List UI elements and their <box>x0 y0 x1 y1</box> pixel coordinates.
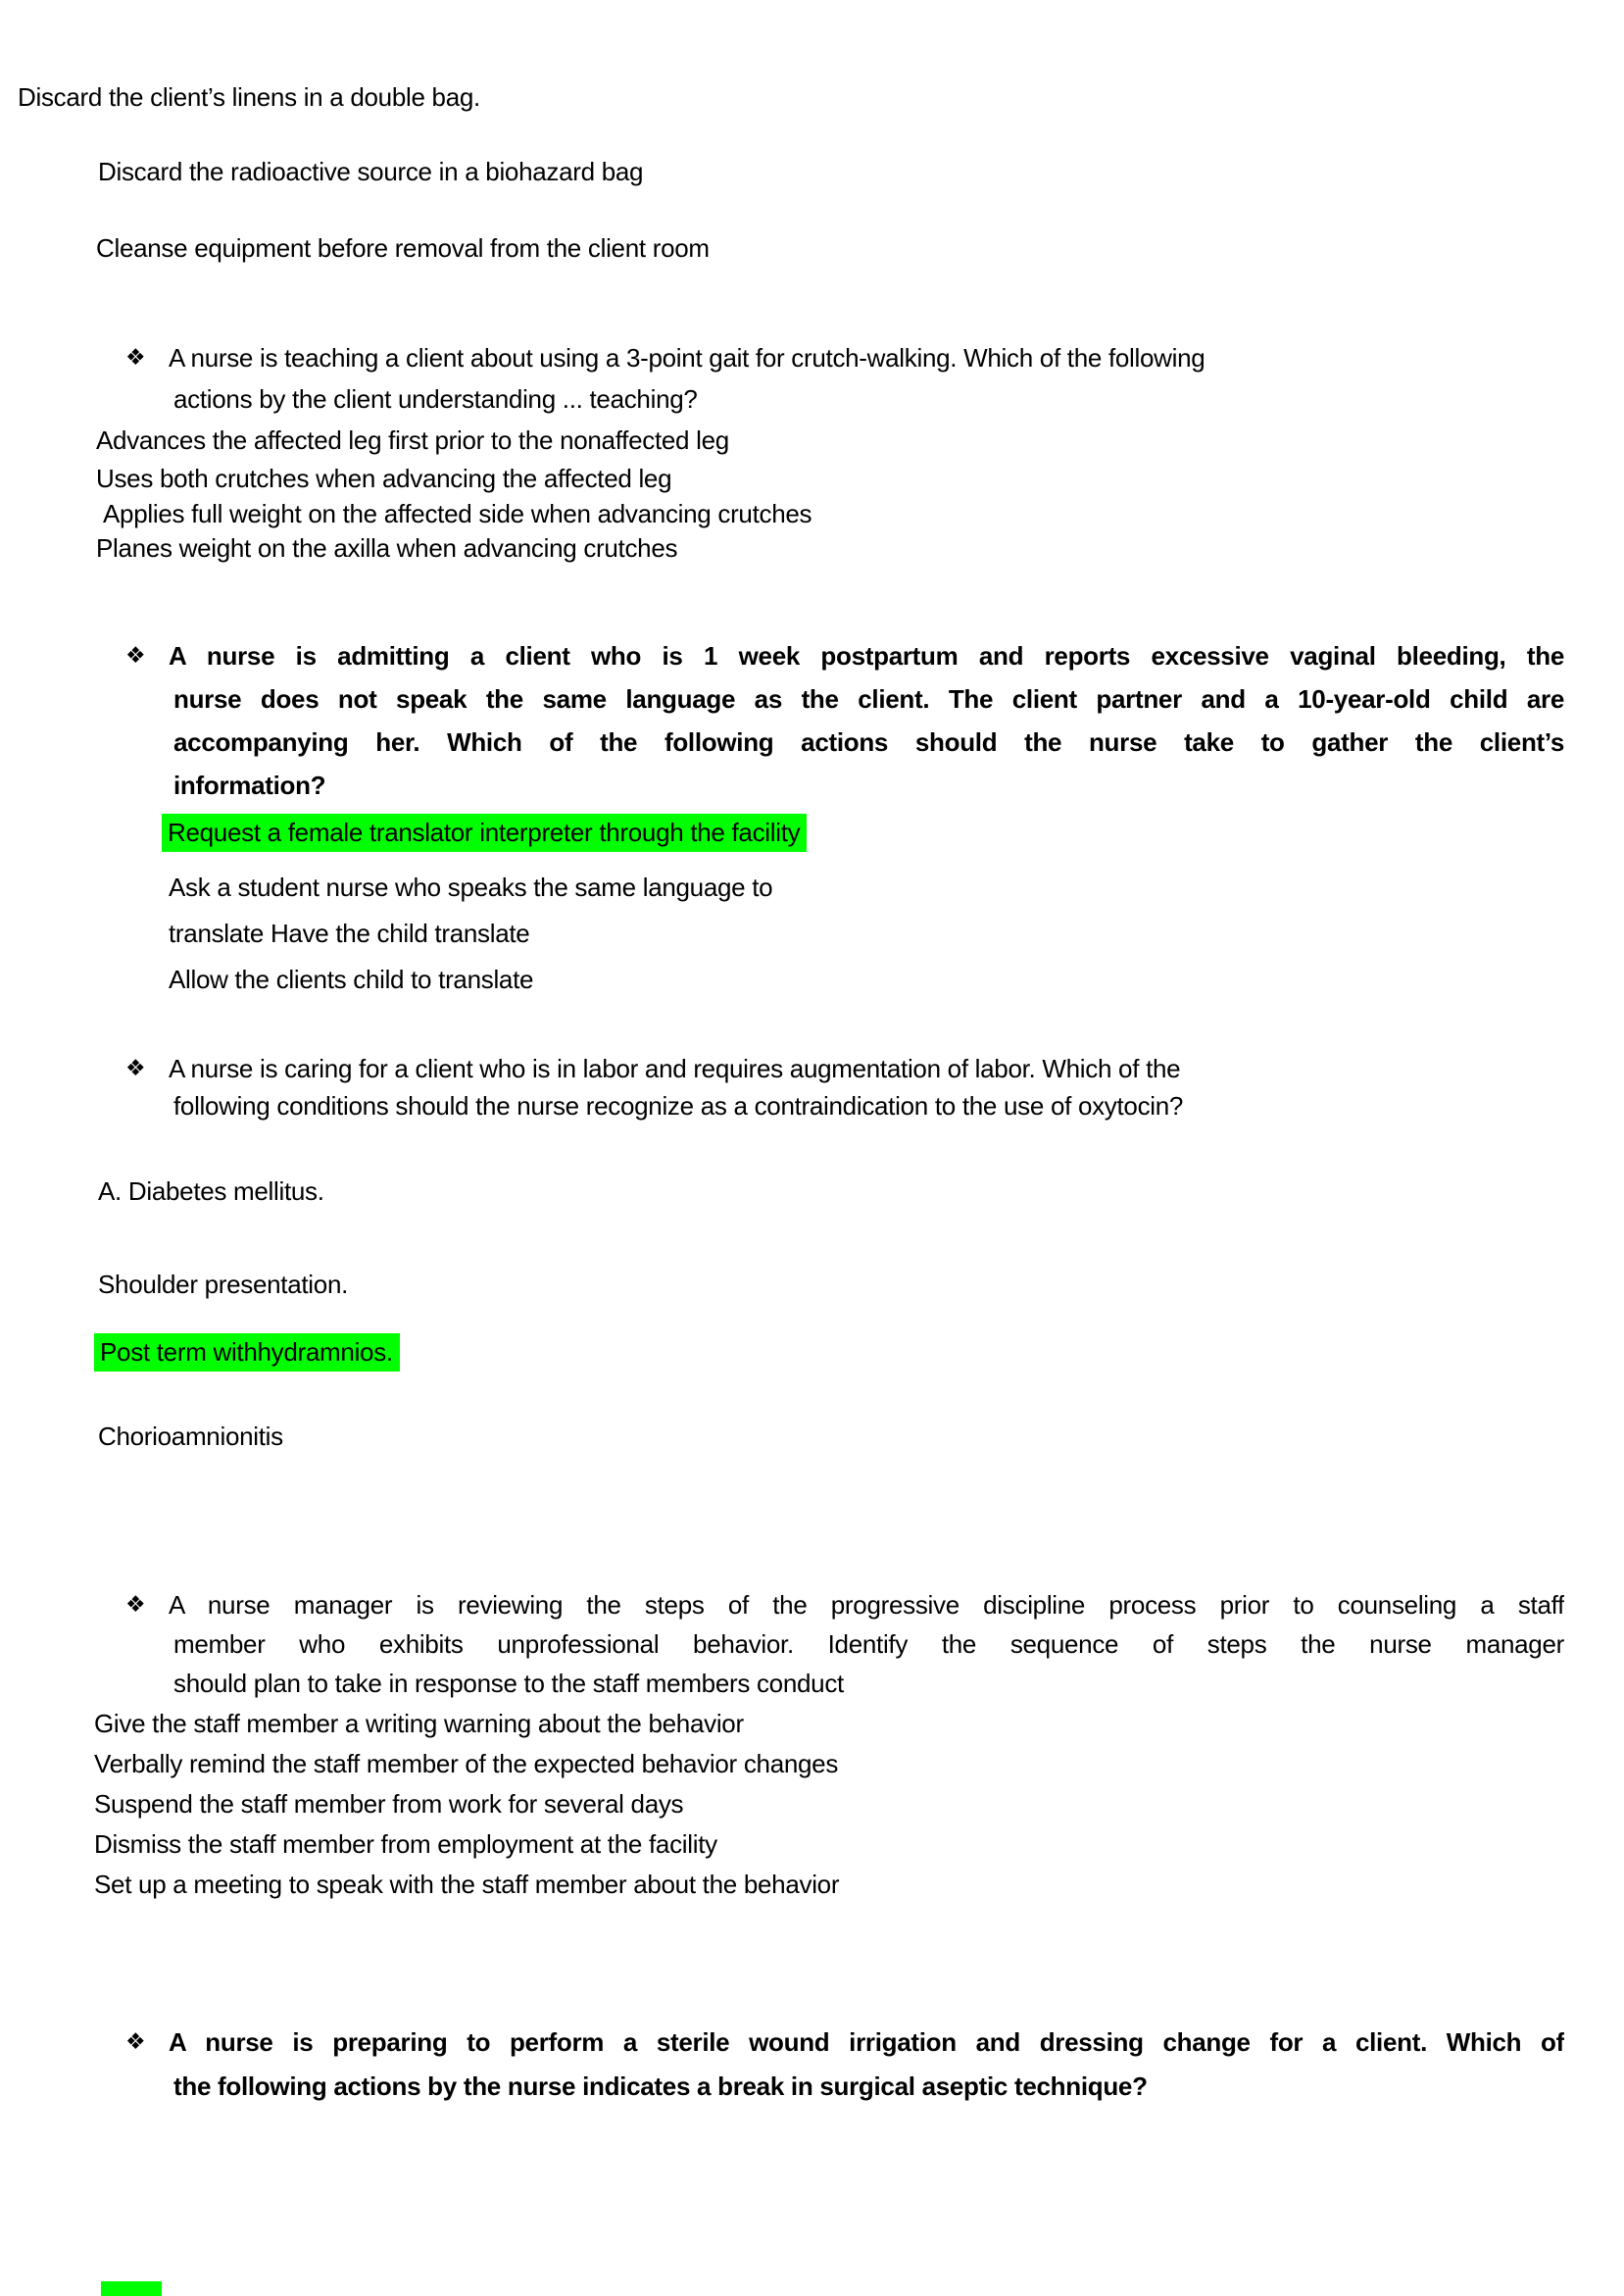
q-oxytocin-line-1: A nurse is caring for a client who is in labor and requires augmentation of labor. Which of the <box>169 1054 1181 1083</box>
q-oxytocin-line-2: following conditions should the nurse recognize as a contraindication to the use of oxytocin? <box>173 1091 1184 1121</box>
q-discipline-line-2: member who exhibits unprofessional behavior. Identify the sequence of steps the nurse manager <box>173 1629 1564 1659</box>
q-discipline-line-1: A nurse manager is reviewing the steps of the progressive discipline process prior to counseling a staff <box>169 1590 1564 1620</box>
q-postpartum-line-3: accompanying her. Which of the following actions should the nurse take to gather the client’s <box>173 727 1564 757</box>
page-bottom-highlight-fragment <box>101 2281 162 2296</box>
q-postpartum-line-2: nurse does not speak the same language as the client. The client partner and a 10-year-old child are <box>173 684 1564 714</box>
q-oxytocin-option: Shoulder presentation. <box>98 1270 349 1299</box>
q-discipline-option: Verbally remind the staff member of the expected behavior changes <box>94 1749 839 1778</box>
intro-line-1: Discard the client’s linens in a double bag. <box>18 82 480 112</box>
q-sterile-line-2: the following actions by the nurse indicates a break in surgical aseptic technique? <box>173 2071 1148 2101</box>
q-gait-option: Uses both crutches when advancing the affected leg <box>96 464 672 493</box>
highlighted-answer-text: Request a female translator interpreter through the facility <box>162 814 807 852</box>
question-bullet-icon: ❖ <box>125 643 146 669</box>
q-gait-line-1: A nurse is teaching a client about using a 3-point gait for crutch-walking. Which of the following <box>169 343 1206 373</box>
q-discipline-option: Set up a meeting to speak with the staff member about the behavior <box>94 1870 840 1899</box>
q-discipline-line-3: should plan to take in response to the staff members conduct <box>173 1669 844 1698</box>
q-postpartum-option: translate Have the child translate <box>169 919 530 948</box>
highlighted-answer-text: Post term withhydramnios. <box>94 1333 400 1372</box>
q-gait-line-2: actions by the client understanding ... teaching? <box>173 384 698 414</box>
q-postpartum-option: Allow the clients child to translate <box>169 965 534 994</box>
question-bullet-icon: ❖ <box>125 345 146 371</box>
intro-line-2: Discard the radioactive source in a biohazard bag <box>98 157 644 186</box>
q-discipline-option: Suspend the staff member from work for several days <box>94 1789 684 1819</box>
q-gait-option: Planes weight on the axilla when advancing crutches <box>96 533 678 563</box>
question-bullet-icon: ❖ <box>125 1592 146 1618</box>
q-postpartum-line-1: A nurse is admitting a client who is 1 week postpartum and reports excessive vaginal bleeding, the <box>169 641 1564 671</box>
q-sterile-line-1: A nurse is preparing to perform a sterile wound irrigation and dressing change for a client. Which of <box>169 2027 1564 2057</box>
question-bullet-icon: ❖ <box>125 2029 146 2055</box>
highlighted-answer <box>94 1339 400 1365</box>
q-discipline-option: Dismiss the staff member from employment at the facility <box>94 1829 717 1859</box>
q-gait-option: Applies full weight on the affected side when advancing crutches <box>103 499 812 528</box>
question-bullet-icon: ❖ <box>125 1056 146 1081</box>
intro-line-3: Cleanse equipment before removal from the client room <box>96 233 710 263</box>
q-postpartum-line-4: information? <box>173 771 326 800</box>
q-oxytocin-option: A. Diabetes mellitus. <box>98 1176 324 1206</box>
q-postpartum-option: Ask a student nurse who speaks the same language to <box>169 873 773 902</box>
q-gait-option: Advances the affected leg first prior to the nonaffected leg <box>96 425 729 455</box>
q-discipline-option: Give the staff member a writing warning about the behavior <box>94 1709 744 1738</box>
highlighted-answer <box>162 820 807 845</box>
q-oxytocin-option: Chorioamnionitis <box>98 1422 283 1451</box>
